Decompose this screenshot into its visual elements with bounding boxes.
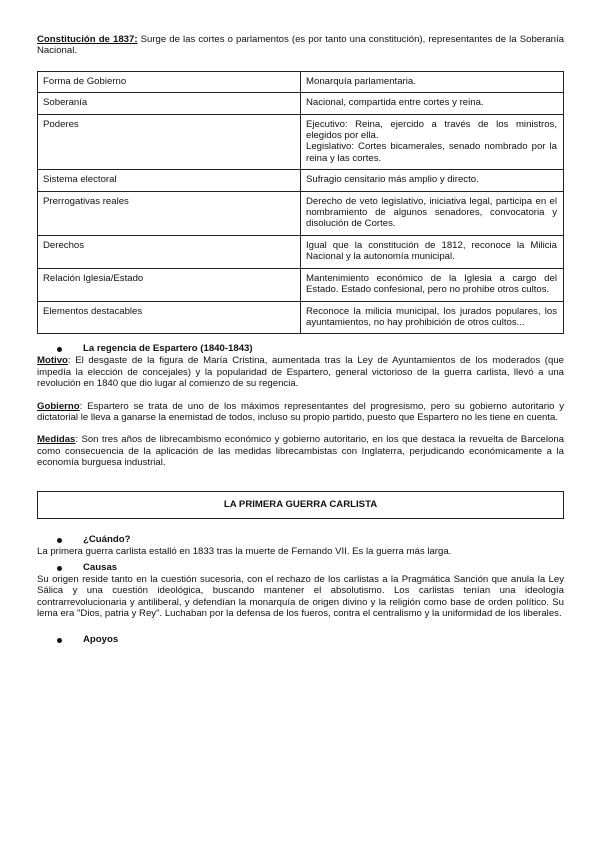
bullet-icon	[57, 347, 62, 352]
causas-heading-text: Causas	[83, 561, 118, 573]
table-row	[38, 71, 564, 92]
table-row	[38, 191, 564, 235]
row-value: Mantenimiento económico de la Iglesia a cargo del Estado. Estado confesional, pero no prohibe otros cultos.	[301, 268, 564, 301]
table-row	[38, 235, 564, 268]
row-key: Relación Iglesia/Estado	[38, 268, 301, 301]
section-title-box	[37, 491, 564, 519]
row-value: Reconoce la milicia municipal, los jurados populares, los ayuntamientos, no hay prohibición de otros cultos...	[301, 301, 564, 334]
row-value: Nacional, compartida entre cortes y reina.	[301, 93, 564, 114]
row-value-line: Legislativo: Cortes bicamerales, senado nombrado por la reina y las cortes.	[306, 141, 557, 164]
row-key: Sistema electoral	[38, 170, 301, 191]
table-row	[38, 93, 564, 114]
causas-paragraph: Su origen reside tanto en la cuestión sucesoria, con el rechazo de los carlistas a la Pragmática Sanción que anula la Ley Sálica y una cuestión ideológica, buscando mantener el absolutismo. Los carlistas tenían una ideología contrarrevolucionaria y antiliberal, y defendían la monarquía de origen divino y la religión como base de orden político. Su lema era "Dios, patria y Rey". Luchaban por la defensa de los fueros, contra el centralismo y la uniformidad de los liberales.	[37, 573, 564, 620]
constitution-table	[37, 71, 564, 335]
motivo-paragraph	[37, 355, 564, 389]
bullet-icon	[57, 638, 62, 643]
row-value: Derecho de veto legislativo, iniciativa legal, participa en el nombramiento de algunos senadores, convocatoria y disolución de Cortes.	[301, 191, 564, 235]
intro-paragraph	[37, 34, 564, 57]
row-key: Derechos	[38, 235, 301, 268]
regencia-heading	[37, 343, 564, 355]
row-key: Forma de Gobierno	[38, 71, 301, 92]
section-title: LA PRIMERA GUERRA CARLISTA	[223, 498, 378, 510]
medidas-text: : Son tres años de librecambismo económico y gobierno autoritario, en los que destaca la revuelta de Barcelona como consecuencia de la aplicación de las medidas librecambistas con Inglaterra, perjudicando económicamente a la economía burguesa industrial.	[37, 434, 564, 469]
gobierno-text: : Espartero se trata de uno de los máximos representantes del progresismo, pero su gobierno autoritario y dictatorial le lleva a ganarse la enemistad de todos, incluso su propio partido, puesto que Espartero no les tiene en cuenta.	[37, 400, 564, 423]
bullet-icon	[57, 566, 62, 571]
row-key: Elementos destacables	[38, 301, 301, 334]
medidas-label: Medidas	[37, 434, 76, 446]
cuando-heading	[37, 534, 564, 546]
row-key: Prerrogativas reales	[38, 191, 301, 235]
document-page	[37, 34, 564, 646]
cuando-paragraph: La primera guerra carlista estalló en 1833 tras la muerte de Fernando VII. Es la guerra más larga.	[37, 545, 452, 557]
apoyos-heading	[37, 634, 564, 646]
motivo-text: : El desgaste de la figura de María Cristina, aumentada tras la Ley de Ayuntamientos de los moderados (que impedía la elección de concejales) y la popularidad de Espartero, general victorioso de la guerra carlista, llevó a una revolución en 1840 que dio lugar al comienzo de su regencia.	[37, 355, 564, 390]
apoyos-heading-text: Apoyos	[83, 633, 119, 645]
table-row	[38, 170, 564, 191]
table-row	[38, 301, 564, 334]
cuando-heading-text: ¿Cuándo?	[83, 533, 131, 545]
gobierno-label: Gobierno	[37, 400, 80, 412]
intro-label: Constitución de 1837:	[37, 34, 138, 45]
row-value	[301, 114, 564, 170]
row-value: Igual que la constitución de 1812, reconoce la Milicia Nacional y la autonomía municipal.	[301, 235, 564, 268]
row-key: Poderes	[38, 114, 301, 170]
bullet-icon	[57, 538, 62, 543]
motivo-label: Motivo	[37, 355, 68, 367]
table-row	[38, 268, 564, 301]
row-value-line: Ejecutivo: Reina, ejercido a través de los ministros, elegidos por ella.	[306, 118, 557, 142]
row-key: Soberanía	[38, 93, 301, 114]
gobierno-paragraph	[37, 401, 564, 424]
regencia-heading-text: La regencia de Espartero (1840-1843)	[83, 343, 253, 355]
row-value: Sufragio censitario más amplio y directo.	[301, 170, 564, 191]
medidas-paragraph	[37, 434, 564, 468]
intro-text: Surge de las cortes o parlamentos (es por tanto una constitución), representantes de la Soberanía Nacional.	[37, 34, 565, 57]
row-value: Monarquía parlamentaria.	[301, 71, 564, 92]
causas-heading	[37, 562, 564, 574]
table-row	[38, 114, 564, 170]
